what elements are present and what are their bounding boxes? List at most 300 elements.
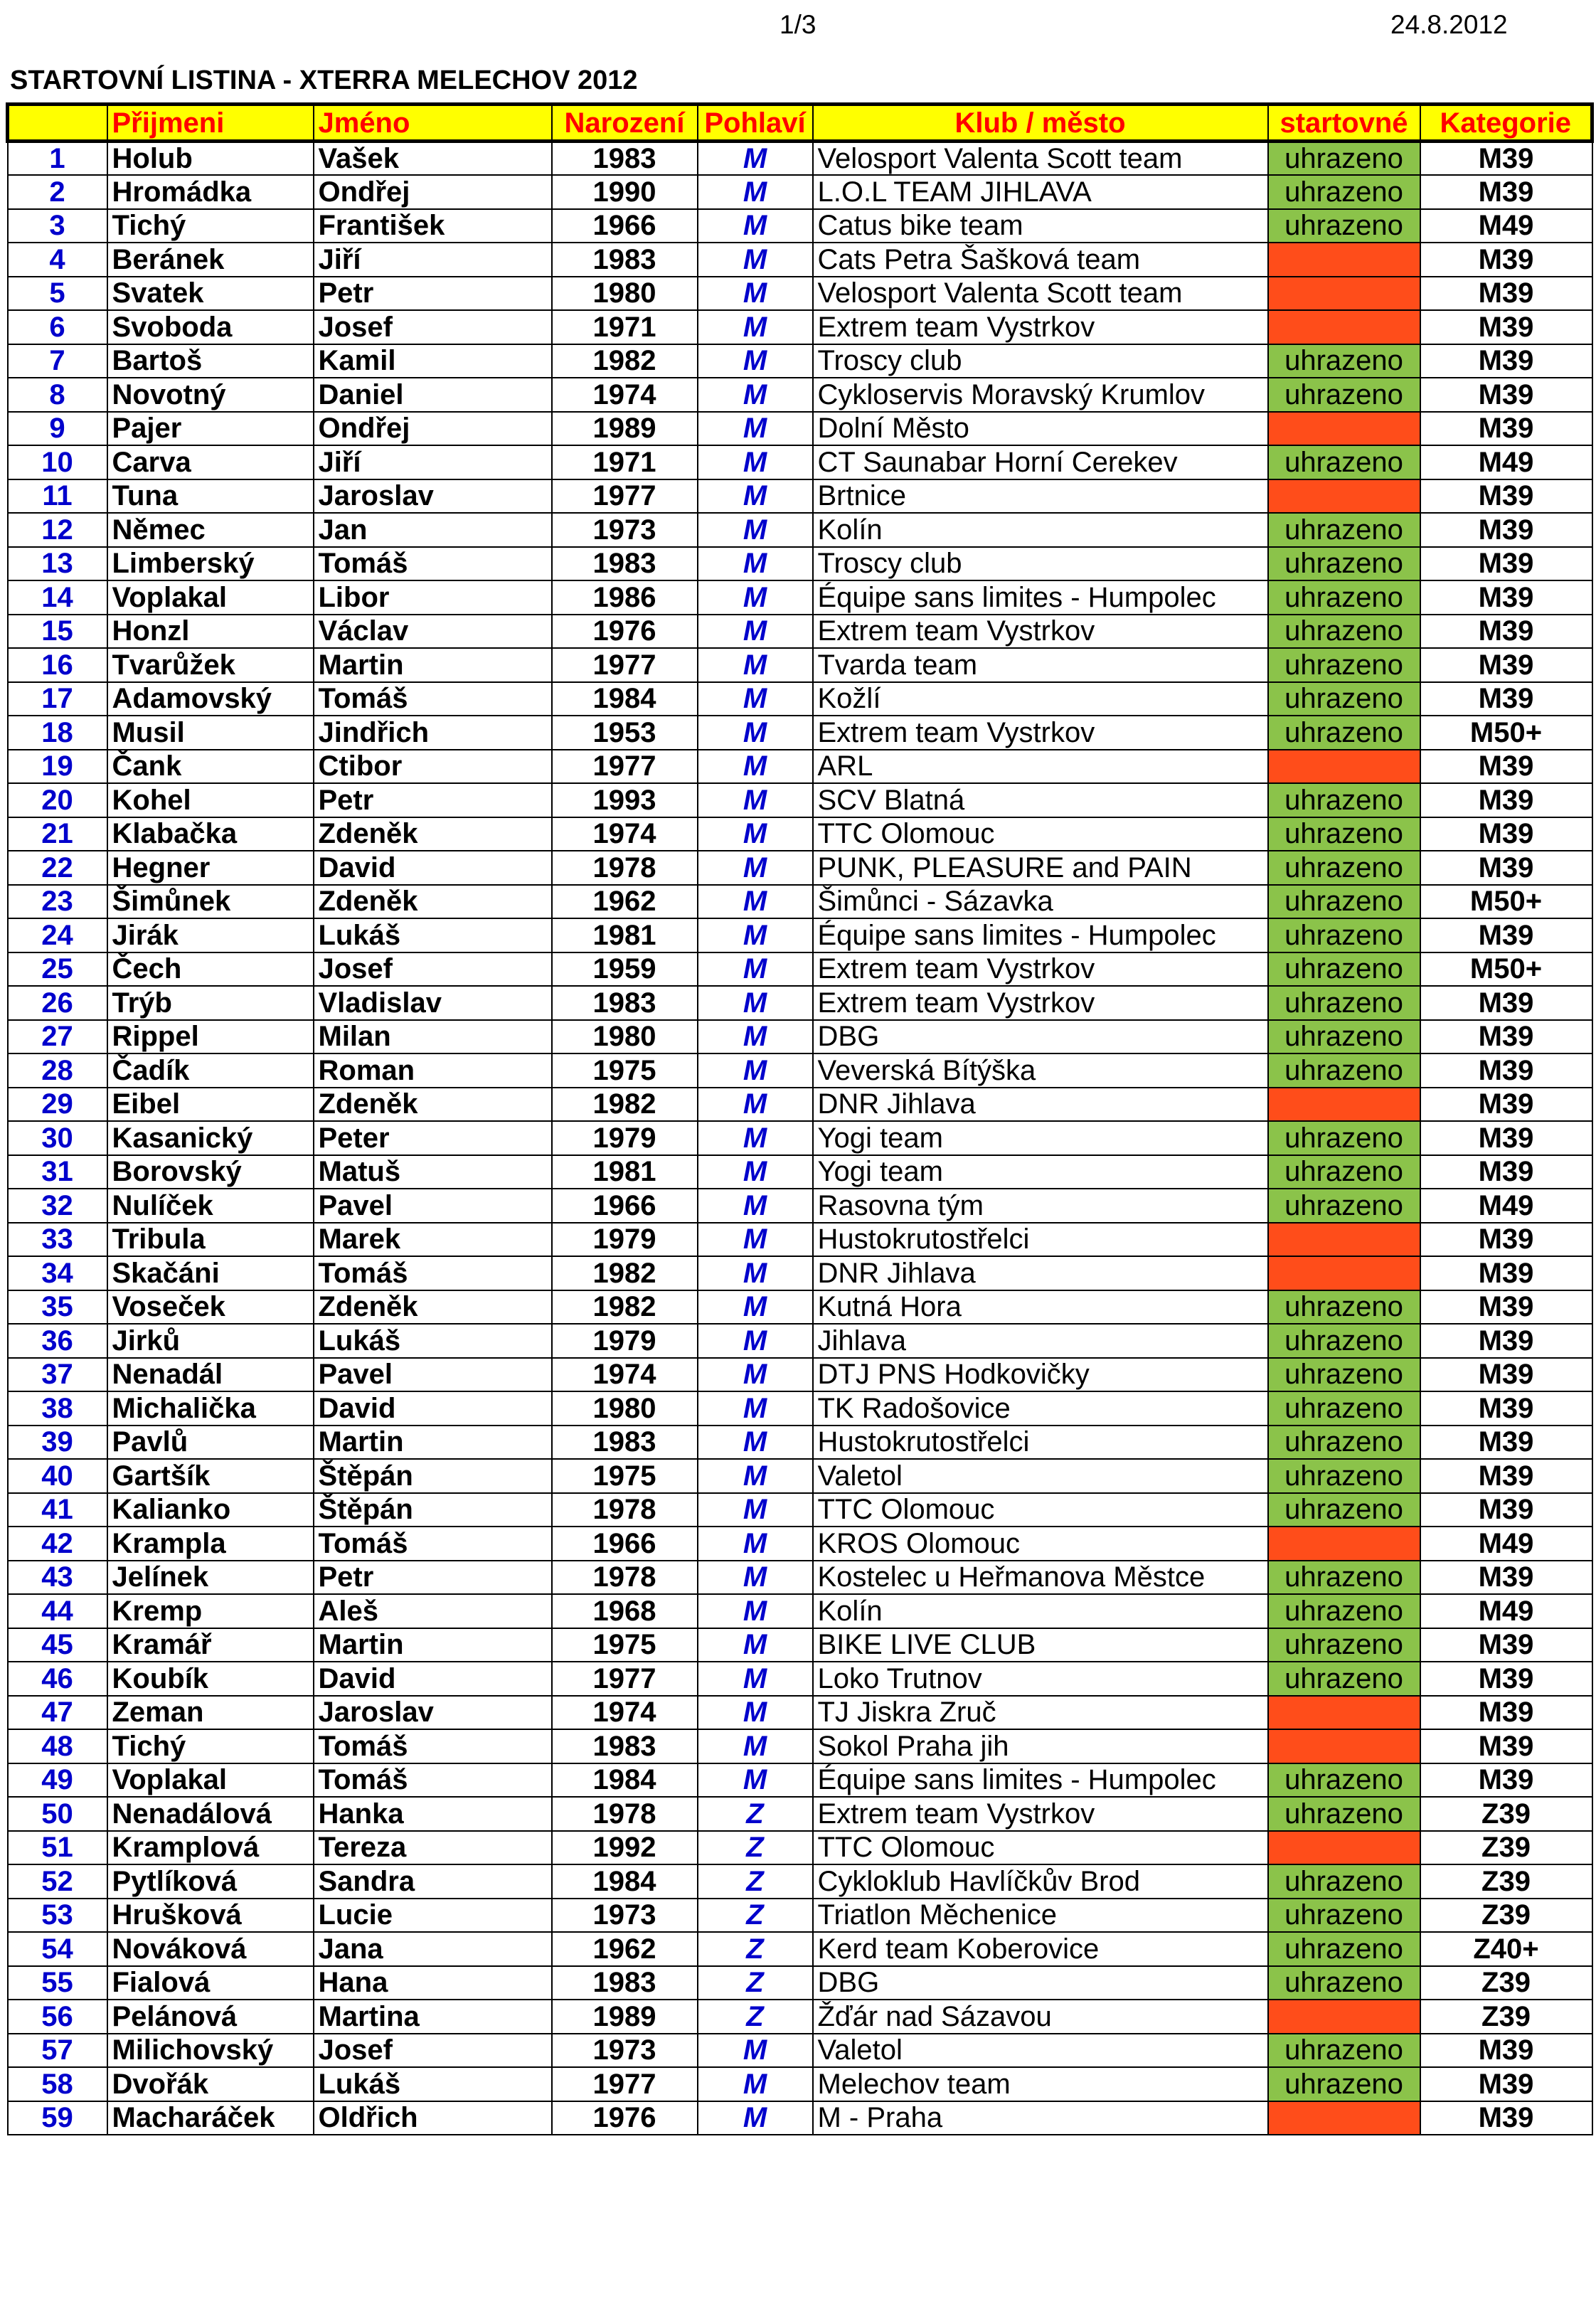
cell-number: 46: [8, 1662, 107, 1696]
cell-surname: Musil: [107, 716, 314, 750]
cell-entry-fee: uhrazeno: [1268, 1628, 1420, 1662]
cell-surname: Eibel: [107, 1088, 314, 1122]
cell-category: M39: [1420, 1763, 1592, 1798]
cell-surname: Michalička: [107, 1391, 314, 1426]
cell-category: M39: [1420, 243, 1592, 277]
cell-entry-fee: uhrazeno: [1268, 1966, 1420, 2000]
cell-category: M39: [1420, 1020, 1592, 1054]
cell-first-name: Martina: [314, 2000, 552, 2034]
cell-first-name: Libor: [314, 580, 552, 615]
cell-category: M39: [1420, 1155, 1592, 1189]
cell-entry-fee: uhrazeno: [1268, 513, 1420, 547]
cell-category: Z39: [1420, 1864, 1592, 1899]
cell-birth-year: 1976: [552, 2101, 698, 2135]
table-row: [8, 1899, 1592, 1933]
cell-entry-fee: uhrazeno: [1268, 783, 1420, 817]
table-row: [8, 817, 1592, 851]
cell-surname: Milichovský: [107, 2034, 314, 2068]
cell-category: M49: [1420, 1189, 1592, 1223]
table-row: [8, 1189, 1592, 1223]
table-row: [8, 648, 1592, 682]
cell-surname: Kramplová: [107, 1831, 314, 1865]
cell-club: Melechov team: [813, 2067, 1268, 2101]
cell-club: Kutná Hora: [813, 1290, 1268, 1325]
cell-gender: M: [698, 851, 813, 885]
cell-category: M39: [1420, 310, 1592, 344]
cell-birth-year: 1983: [552, 986, 698, 1020]
cell-entry-fee: uhrazeno: [1268, 142, 1420, 176]
cell-gender: M: [698, 1763, 813, 1798]
cell-category: Z40+: [1420, 1932, 1592, 1966]
cell-club: Rasovna tým: [813, 1189, 1268, 1223]
cell-number: 58: [8, 2067, 107, 2101]
cell-number: 13: [8, 547, 107, 581]
cell-surname: Nulíček: [107, 1189, 314, 1223]
table-row: [8, 310, 1592, 344]
cell-birth-year: 1971: [552, 310, 698, 344]
table-row: [8, 1155, 1592, 1189]
table-row: [8, 1696, 1592, 1730]
cell-category: M39: [1420, 547, 1592, 581]
cell-gender: M: [698, 1729, 813, 1763]
cell-club: Équipe sans limites - Humpolec: [813, 1763, 1268, 1798]
cell-number: 8: [8, 378, 107, 412]
cell-entry-fee: [1268, 1527, 1420, 1561]
cell-club: DNR Jihlava: [813, 1088, 1268, 1122]
cell-birth-year: 1983: [552, 142, 698, 176]
cell-category: M49: [1420, 445, 1592, 479]
cell-number: 42: [8, 1527, 107, 1561]
cell-entry-fee: uhrazeno: [1268, 1189, 1420, 1223]
cell-surname: Kohel: [107, 783, 314, 817]
table-row: [8, 513, 1592, 547]
table-row: [8, 1223, 1592, 1257]
cell-surname: Beránek: [107, 243, 314, 277]
cell-number: 32: [8, 1189, 107, 1223]
cell-number: 11: [8, 479, 107, 514]
cell-category: M50+: [1420, 952, 1592, 987]
cell-first-name: Ondřej: [314, 412, 552, 446]
cell-first-name: Jan: [314, 513, 552, 547]
cell-surname: Němec: [107, 513, 314, 547]
cell-club: DNR Jihlava: [813, 1256, 1268, 1290]
col-header-category: Kategorie: [1420, 105, 1592, 142]
cell-surname: Čech: [107, 952, 314, 987]
cell-club: TTC Olomouc: [813, 817, 1268, 851]
table-row: [8, 2034, 1592, 2068]
cell-entry-fee: uhrazeno: [1268, 615, 1420, 649]
cell-club: Yogi team: [813, 1121, 1268, 1155]
cell-number: 25: [8, 952, 107, 987]
table-row: [8, 479, 1592, 514]
table-row: [8, 1729, 1592, 1763]
cell-gender: M: [698, 615, 813, 649]
cell-gender: M: [698, 142, 813, 176]
cell-surname: Klabačka: [107, 817, 314, 851]
cell-entry-fee: [1268, 750, 1420, 784]
cell-gender: M: [698, 1189, 813, 1223]
cell-surname: Honzl: [107, 615, 314, 649]
cell-category: M39: [1420, 2101, 1592, 2135]
cell-number: 30: [8, 1121, 107, 1155]
cell-birth-year: 1973: [552, 1899, 698, 1933]
cell-number: 28: [8, 1053, 107, 1088]
cell-club: Cykloklub Havlíčkův Brod: [813, 1864, 1268, 1899]
cell-entry-fee: [1268, 412, 1420, 446]
table-row: [8, 1290, 1592, 1325]
cell-gender: M: [698, 918, 813, 952]
cell-first-name: Marek: [314, 1223, 552, 1257]
cell-number: 38: [8, 1391, 107, 1426]
cell-birth-year: 1966: [552, 209, 698, 243]
table-row: [8, 783, 1592, 817]
cell-first-name: Martin: [314, 1628, 552, 1662]
cell-gender: M: [698, 986, 813, 1020]
cell-entry-fee: uhrazeno: [1268, 344, 1420, 378]
table-row: [8, 885, 1592, 919]
cell-category: M39: [1420, 1358, 1592, 1392]
cell-category: M39: [1420, 817, 1592, 851]
table-row: [8, 1864, 1592, 1899]
cell-birth-year: 1983: [552, 547, 698, 581]
cell-surname: Svatek: [107, 277, 314, 311]
cell-number: 27: [8, 1020, 107, 1054]
table-row: [8, 1426, 1592, 1460]
cell-entry-fee: uhrazeno: [1268, 918, 1420, 952]
cell-club: Valetol: [813, 1459, 1268, 1493]
table-row: [8, 851, 1592, 885]
cell-first-name: Petr: [314, 1561, 552, 1595]
cell-entry-fee: [1268, 1696, 1420, 1730]
cell-birth-year: 1975: [552, 1459, 698, 1493]
cell-surname: Šimůnek: [107, 885, 314, 919]
cell-number: 24: [8, 918, 107, 952]
cell-number: 43: [8, 1561, 107, 1595]
cell-category: Z39: [1420, 1831, 1592, 1865]
cell-number: 7: [8, 344, 107, 378]
cell-surname: Čank: [107, 750, 314, 784]
cell-surname: Kramář: [107, 1628, 314, 1662]
cell-gender: M: [698, 1493, 813, 1527]
cell-birth-year: 1983: [552, 1426, 698, 1460]
cell-number: 3: [8, 209, 107, 243]
cell-club: Hustokrutostřelci: [813, 1426, 1268, 1460]
table-row: [8, 547, 1592, 581]
cell-surname: Trýb: [107, 986, 314, 1020]
cell-entry-fee: uhrazeno: [1268, 682, 1420, 716]
cell-number: 44: [8, 1594, 107, 1628]
cell-birth-year: 1977: [552, 1662, 698, 1696]
table-row: [8, 1662, 1592, 1696]
cell-first-name: Kamil: [314, 344, 552, 378]
cell-club: Brtnice: [813, 479, 1268, 514]
cell-first-name: Zdeněk: [314, 817, 552, 851]
cell-club: Velosport Valenta Scott team: [813, 277, 1268, 311]
table-row: [8, 378, 1592, 412]
cell-entry-fee: uhrazeno: [1268, 1594, 1420, 1628]
cell-first-name: Tereza: [314, 1831, 552, 1865]
cell-birth-year: 1966: [552, 1189, 698, 1223]
cell-club: Kolín: [813, 1594, 1268, 1628]
cell-entry-fee: uhrazeno: [1268, 1155, 1420, 1189]
cell-number: 20: [8, 783, 107, 817]
cell-club: Kožlí: [813, 682, 1268, 716]
cell-club: DBG: [813, 1966, 1268, 2000]
cell-birth-year: 1981: [552, 1155, 698, 1189]
cell-number: 37: [8, 1358, 107, 1392]
cell-number: 9: [8, 412, 107, 446]
cell-birth-year: 1978: [552, 851, 698, 885]
cell-surname: Hegner: [107, 851, 314, 885]
cell-club: Jihlava: [813, 1324, 1268, 1358]
cell-birth-year: 1982: [552, 1088, 698, 1122]
page-number: 1/3: [780, 10, 816, 39]
cell-first-name: Ondřej: [314, 175, 552, 209]
cell-surname: Jirků: [107, 1324, 314, 1358]
cell-category: M39: [1420, 1662, 1592, 1696]
cell-number: 47: [8, 1696, 107, 1730]
col-header-club: Klub / město: [813, 105, 1268, 142]
cell-gender: M: [698, 1256, 813, 1290]
cell-category: M39: [1420, 1088, 1592, 1122]
cell-birth-year: 1980: [552, 1020, 698, 1054]
cell-birth-year: 1959: [552, 952, 698, 987]
cell-number: 54: [8, 1932, 107, 1966]
cell-gender: M: [698, 1527, 813, 1561]
cell-first-name: Petr: [314, 277, 552, 311]
cell-first-name: Jiří: [314, 243, 552, 277]
cell-entry-fee: [1268, 1831, 1420, 1865]
cell-surname: Nenadál: [107, 1358, 314, 1392]
cell-gender: Z: [698, 1864, 813, 1899]
cell-club: Troscy club: [813, 344, 1268, 378]
cell-number: 2: [8, 175, 107, 209]
cell-gender: M: [698, 682, 813, 716]
cell-surname: Nováková: [107, 1932, 314, 1966]
cell-first-name: Jaroslav: [314, 1696, 552, 1730]
cell-category: M39: [1420, 175, 1592, 209]
cell-first-name: Václav: [314, 615, 552, 649]
cell-number: 4: [8, 243, 107, 277]
cell-first-name: Jindřich: [314, 716, 552, 750]
table-row: [8, 1493, 1592, 1527]
cell-surname: Hrušková: [107, 1899, 314, 1933]
cell-surname: Pytlíková: [107, 1864, 314, 1899]
cell-first-name: Josef: [314, 310, 552, 344]
cell-birth-year: 1989: [552, 2000, 698, 2034]
cell-gender: M: [698, 1223, 813, 1257]
cell-entry-fee: uhrazeno: [1268, 1290, 1420, 1325]
cell-gender: M: [698, 344, 813, 378]
cell-surname: Čadík: [107, 1053, 314, 1088]
cell-first-name: Jaroslav: [314, 479, 552, 514]
cell-surname: Hromádka: [107, 175, 314, 209]
cell-club: DTJ PNS Hodkovičky: [813, 1358, 1268, 1392]
cell-category: M39: [1420, 1729, 1592, 1763]
cell-category: M39: [1420, 1290, 1592, 1325]
cell-surname: Macharáček: [107, 2101, 314, 2135]
cell-gender: M: [698, 648, 813, 682]
cell-entry-fee: [1268, 1256, 1420, 1290]
cell-gender: M: [698, 277, 813, 311]
cell-club: Catus bike team: [813, 209, 1268, 243]
cell-number: 18: [8, 716, 107, 750]
cell-club: Tvarda team: [813, 648, 1268, 682]
cell-club: Troscy club: [813, 547, 1268, 581]
cell-category: M39: [1420, 1459, 1592, 1493]
cell-club: Kerd team Koberovice: [813, 1932, 1268, 1966]
col-header-gender: Pohlaví: [698, 105, 813, 142]
cell-gender: M: [698, 1459, 813, 1493]
cell-gender: M: [698, 716, 813, 750]
cell-surname: Tichý: [107, 1729, 314, 1763]
cell-birth-year: 1971: [552, 445, 698, 479]
cell-club: Sokol Praha jih: [813, 1729, 1268, 1763]
cell-surname: Tuna: [107, 479, 314, 514]
cell-surname: Koubík: [107, 1662, 314, 1696]
cell-club: PUNK, PLEASURE and PAIN: [813, 851, 1268, 885]
cell-category: Z39: [1420, 1899, 1592, 1933]
cell-club: Loko Trutnov: [813, 1662, 1268, 1696]
cell-gender: M: [698, 2101, 813, 2135]
cell-number: 52: [8, 1864, 107, 1899]
cell-birth-year: 1974: [552, 1358, 698, 1392]
table-row: [8, 1053, 1592, 1088]
cell-club: M - Praha: [813, 2101, 1268, 2135]
cell-entry-fee: uhrazeno: [1268, 851, 1420, 885]
cell-club: SCV Blatná: [813, 783, 1268, 817]
cell-birth-year: 1990: [552, 175, 698, 209]
cell-category: M39: [1420, 1426, 1592, 1460]
cell-birth-year: 1977: [552, 648, 698, 682]
cell-gender: M: [698, 513, 813, 547]
cell-entry-fee: uhrazeno: [1268, 1459, 1420, 1493]
cell-category: M39: [1420, 1256, 1592, 1290]
table-row: [8, 1324, 1592, 1358]
cell-entry-fee: uhrazeno: [1268, 1324, 1420, 1358]
cell-entry-fee: uhrazeno: [1268, 1797, 1420, 1831]
cell-first-name: Sandra: [314, 1864, 552, 1899]
cell-category: M39: [1420, 2034, 1592, 2068]
cell-gender: M: [698, 1088, 813, 1122]
cell-birth-year: 1974: [552, 817, 698, 851]
cell-number: 14: [8, 580, 107, 615]
cell-number: 16: [8, 648, 107, 682]
cell-number: 49: [8, 1763, 107, 1798]
cell-club: Triatlon Měchenice: [813, 1899, 1268, 1933]
cell-first-name: Lukáš: [314, 2067, 552, 2101]
cell-first-name: Tomáš: [314, 1256, 552, 1290]
cell-first-name: David: [314, 1391, 552, 1426]
cell-entry-fee: uhrazeno: [1268, 1391, 1420, 1426]
cell-gender: M: [698, 243, 813, 277]
cell-gender: M: [698, 750, 813, 784]
cell-number: 10: [8, 445, 107, 479]
cell-number: 59: [8, 2101, 107, 2135]
cell-club: TTC Olomouc: [813, 1493, 1268, 1527]
table-row: [8, 412, 1592, 446]
cell-number: 50: [8, 1797, 107, 1831]
col-header-first-name: Jméno: [314, 105, 552, 142]
cell-birth-year: 1989: [552, 412, 698, 446]
cell-club: Cats Petra Šašková team: [813, 243, 1268, 277]
table-row: [8, 1763, 1592, 1798]
cell-birth-year: 1978: [552, 1493, 698, 1527]
cell-gender: Z: [698, 1899, 813, 1933]
table-row: [8, 682, 1592, 716]
cell-number: 31: [8, 1155, 107, 1189]
cell-surname: Adamovský: [107, 682, 314, 716]
cell-gender: M: [698, 1121, 813, 1155]
cell-category: M39: [1420, 580, 1592, 615]
cell-entry-fee: uhrazeno: [1268, 1426, 1420, 1460]
cell-first-name: Štěpán: [314, 1493, 552, 1527]
table-row: [8, 1391, 1592, 1426]
table-row: [8, 1121, 1592, 1155]
cell-entry-fee: uhrazeno: [1268, 175, 1420, 209]
table-row: [8, 615, 1592, 649]
cell-entry-fee: uhrazeno: [1268, 1121, 1420, 1155]
cell-number: 6: [8, 310, 107, 344]
table-row: [8, 1628, 1592, 1662]
cell-gender: M: [698, 783, 813, 817]
cell-birth-year: 1978: [552, 1797, 698, 1831]
cell-birth-year: 1979: [552, 1223, 698, 1257]
cell-birth-year: 1980: [552, 1391, 698, 1426]
table-body: [8, 142, 1592, 2135]
cell-category: M39: [1420, 513, 1592, 547]
cell-entry-fee: [1268, 243, 1420, 277]
cell-surname: Bartoš: [107, 344, 314, 378]
table-row: [8, 1966, 1592, 2000]
cell-first-name: David: [314, 1662, 552, 1696]
cell-club: Veverská Bítýška: [813, 1053, 1268, 1088]
cell-surname: Svoboda: [107, 310, 314, 344]
cell-first-name: Josef: [314, 952, 552, 987]
cell-club: Yogi team: [813, 1155, 1268, 1189]
cell-category: M39: [1420, 918, 1592, 952]
cell-first-name: Štěpán: [314, 1459, 552, 1493]
cell-number: 5: [8, 277, 107, 311]
cell-category: M39: [1420, 344, 1592, 378]
cell-club: Extrem team Vystrkov: [813, 716, 1268, 750]
cell-club: Žďár nad Sázavou: [813, 2000, 1268, 2034]
cell-gender: M: [698, 1290, 813, 1325]
cell-gender: M: [698, 209, 813, 243]
cell-number: 41: [8, 1493, 107, 1527]
cell-birth-year: 1977: [552, 479, 698, 514]
cell-surname: Kasanický: [107, 1121, 314, 1155]
table-row: [8, 1561, 1592, 1595]
cell-birth-year: 1977: [552, 2067, 698, 2101]
cell-club: Dolní Město: [813, 412, 1268, 446]
start-list-table: [6, 102, 1594, 2135]
cell-gender: M: [698, 175, 813, 209]
cell-category: M39: [1420, 1628, 1592, 1662]
cell-first-name: Pavel: [314, 1189, 552, 1223]
cell-number: 29: [8, 1088, 107, 1122]
cell-first-name: Lukáš: [314, 918, 552, 952]
table-row: [8, 175, 1592, 209]
cell-category: Z39: [1420, 1966, 1592, 2000]
cell-birth-year: 1974: [552, 1696, 698, 1730]
table-row: [8, 1831, 1592, 1865]
cell-category: M39: [1420, 1561, 1592, 1595]
cell-category: M39: [1420, 277, 1592, 311]
cell-surname: Limberský: [107, 547, 314, 581]
cell-birth-year: 1983: [552, 1729, 698, 1763]
cell-first-name: Tomáš: [314, 547, 552, 581]
